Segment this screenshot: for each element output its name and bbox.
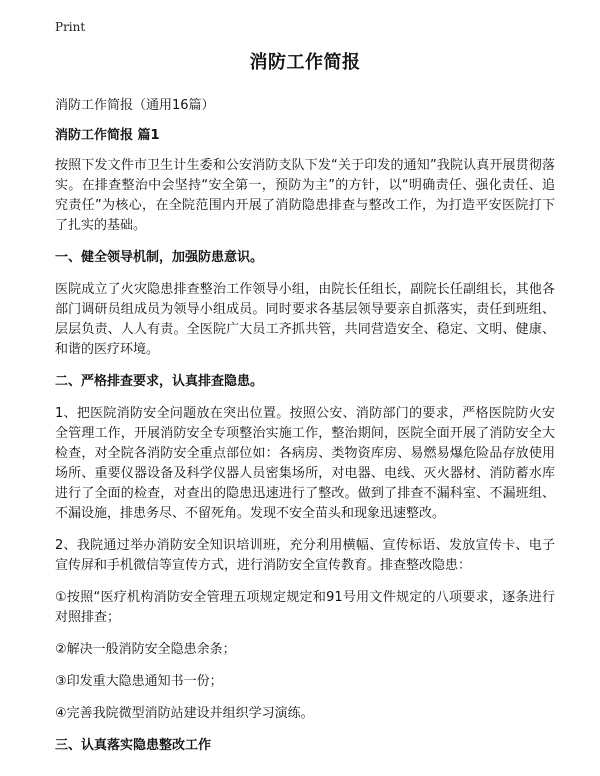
page-title: 消防工作简报 <box>249 52 361 73</box>
section-heading-2: 二、严格排查要求，认真排查隐患。 <box>55 374 264 389</box>
paragraph-training: 2、我院通过举办消防安全知识培训班，充分利用横幅、宣传标语、发放宣传卡、电子宣传屏和手机微信等宣传方式，进行消防安全宣传教育。排查整改隐患： <box>55 538 555 573</box>
document-subtitle: 消防工作简报（通用16篇） <box>55 98 215 113</box>
list-item-3: ③印发重大隐患通知书一份； <box>55 674 223 689</box>
article-title: 消防工作简报 篇1 <box>55 128 160 143</box>
list-item-4: ④完善我院微型消防站建设并组织学习演练。 <box>55 706 314 721</box>
section-heading-1: 一、健全领导机制，加强防患意识。 <box>55 250 264 265</box>
print-link[interactable]: Print <box>55 20 86 34</box>
list-item-1: ①按照“医疗机构消防安全管理五项规定规定和91号用文件规定的八项要求，逐条进行对照排查； <box>55 590 555 625</box>
section-heading-3: 三、认真落实隐患整改工作 <box>55 738 212 753</box>
paragraph-intro: 按照下发文件市卫生计生委和公安消防支队下发“关于印发的通知”我院认真开展贯彻落实。在排查整治中会坚持“安全第一，预防为主”的方针，以“明确责任、强化责任、追究责任”为核心，在全院范围内开展了消防隐患排查与整改工作，为打造平安医院打下了扎实的基础。 <box>55 158 555 233</box>
document-body <box>55 48 555 768</box>
list-item-2: ②解决一般消防安全隐患余条； <box>55 642 236 657</box>
paragraph-inspection: 1、把医院消防安全问题放在突出位置。按照公安、消防部门的要求，严格医院防火安全管理工作，开展消防安全专项整治实施工作，整治期间，医院全面开展了消防安全大检查，对全院各消防安全重点部位如：各病房、类物资库房、易燃易爆危险品存放使用场所、重要仪器设备及科学仪器人员密集场所，对电器、电线、灭火器材、消防蓄水库进行了全面的检查，对查出的隐患迅速进行了整改。做到了排查不漏科室、不漏班组、不漏设施，排患务尽、不留死角。发现不安全苗头和现象迅速整改。 <box>55 406 555 521</box>
paragraph-leadership: 医院成立了火灾隐患排查整治工作领导小组，由院长任组长，副院长任副组长，其他各部门调研员组成员为领导小组成员。同时要求各基层领导要亲自抓落实，责任到班组、层层负责、人人有责。全医院广大员工齐抓共管，共同营造安全、稳定、文明、健康、和谐的医疗环境。 <box>55 282 555 357</box>
